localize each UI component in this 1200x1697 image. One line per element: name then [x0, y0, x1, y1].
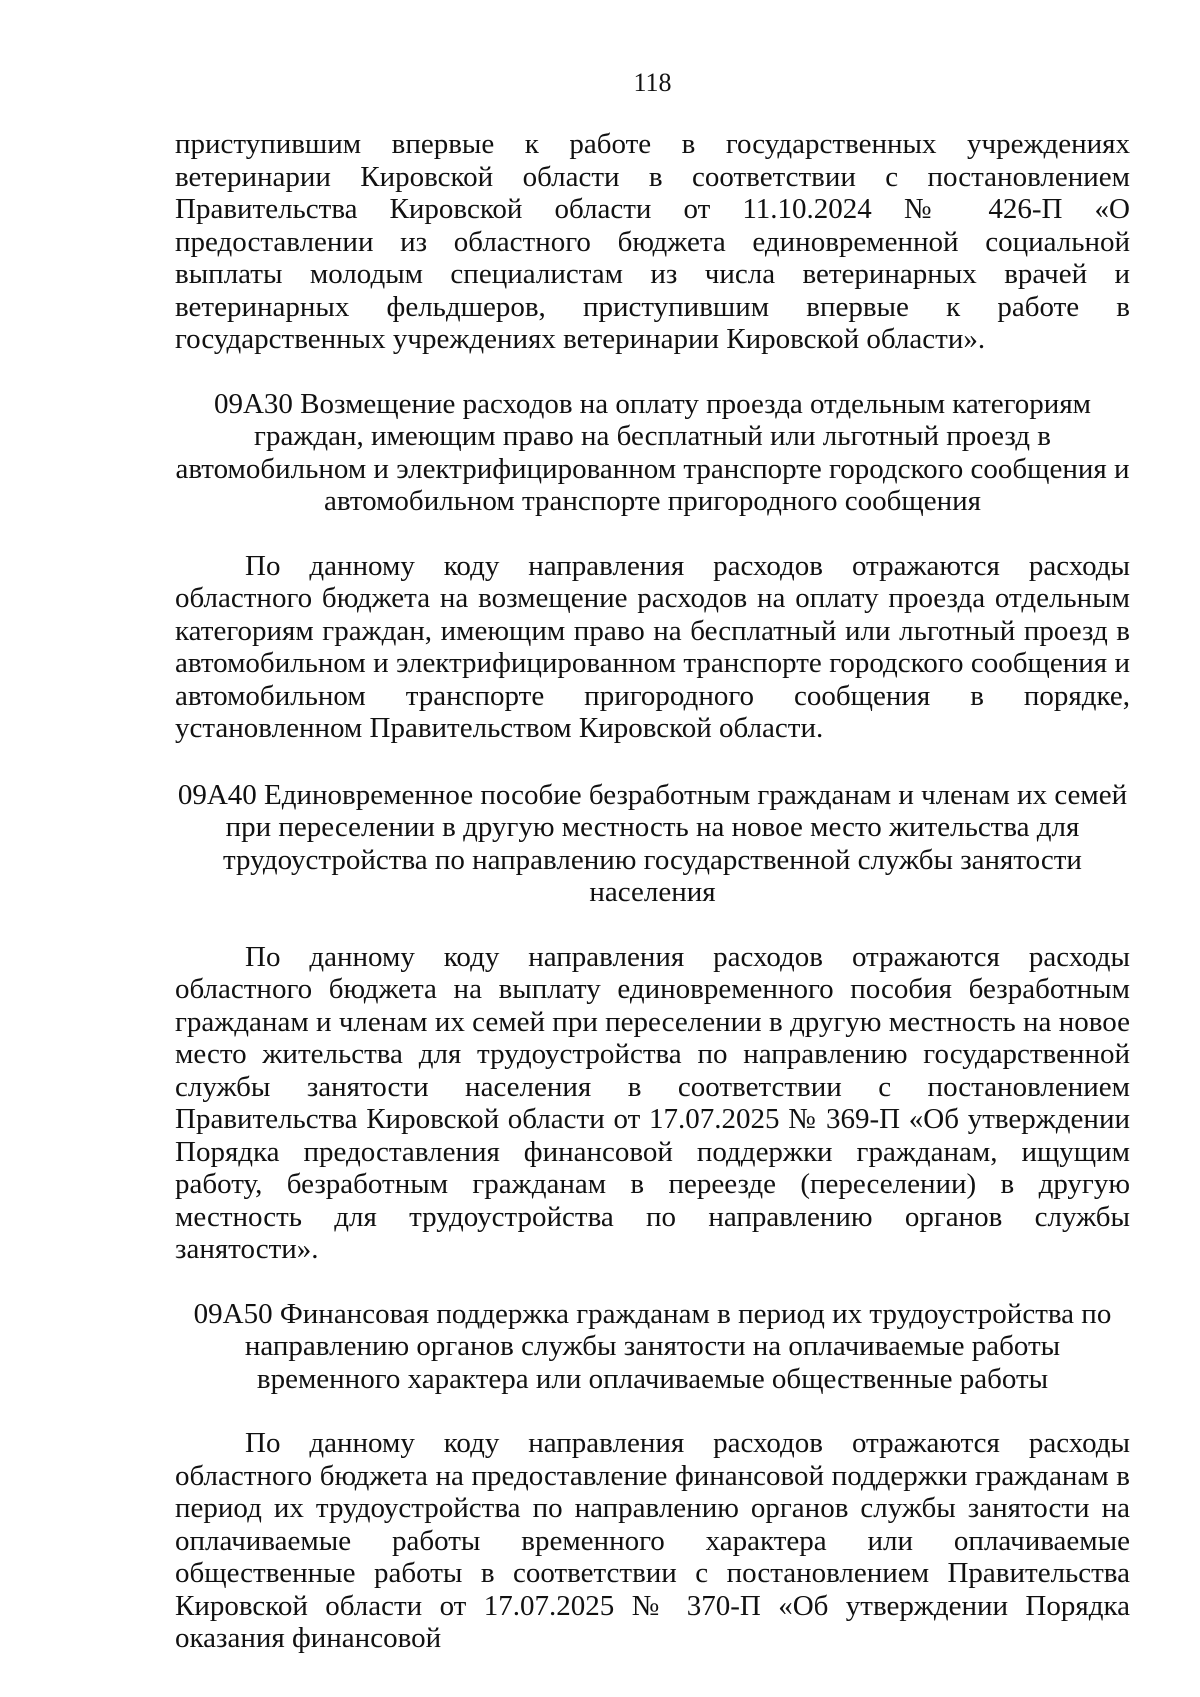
paragraph-09a40: По данному коду направления расходов отражаются расходы областного бюджета на выплату единовременного пособия безработным гражданам и членам их семей при переселении в другую местность на новое место жительства для трудоустройства по направлению государственной службы занятости населения в соответствии с постановлением Правительства Кировской области от 17.07.2025 № 369-П «Об утверждении Порядка предоставления финансовой поддержки гражданам, ищущим работу, безработным гражданам в переезде (переселении) в другую местность для трудоустройства по направлению органов службы занятости».	[175, 940, 1130, 1265]
heading-line: граждан, имеющим право на бесплатный или льготный проезд в	[254, 420, 1051, 452]
heading-line: автомобильном и электрифицированном транспорте городского сообщения и	[175, 452, 1130, 485]
heading-line: трудоустройства по направлению государственной службы занятости	[223, 843, 1082, 876]
heading-line: населения	[589, 876, 716, 908]
document-page	[175, 68, 1130, 1655]
heading-line: временного характера или оплачиваемые общественные работы	[256, 1362, 1049, 1395]
heading-line: 09А50 Финансовая поддержка гражданам в период их трудоустройства по	[193, 1297, 1112, 1330]
heading-line: 09А40 Единовременное пособие безработным гражданам и членам их семей	[177, 778, 1128, 811]
section-heading-09a30	[175, 388, 1130, 518]
section-heading-09a50	[175, 1298, 1130, 1396]
heading-line: 09А30 Возмещение расходов на оплату проезда отдельным категориям	[213, 387, 1092, 420]
paragraph-continuation: приступившим впервые к работе в государственных учреждениях ветеринарии Кировской области в соответствии с постановлением Правительства Кировской области от 11.10.2024 № 426-П «О предоставлении из областного бюджета единовременной социальной выплаты молодым специалистам из числа ветеринарных врачей и ветеринарных фельдшеров, приступившим впервые к работе в государственных учреждениях ветеринарии Кировской области».	[175, 128, 1130, 355]
page-number: 118	[633, 68, 672, 97]
paragraph-09a30: По данному коду направления расходов отражаются расходы областного бюджета на возмещение расходов на оплату проезда отдельным категориям граждан, имеющим право на бесплатный или льготный проезд в автомобильном и электрифицированном транспорте городского сообщения и автомобильном транспорте пригородного сообщения в порядке, установленном Правительством Кировской области.	[175, 549, 1130, 744]
heading-line: при переселении в другую местность на новое место жительства для	[225, 811, 1080, 843]
heading-line: направлению органов службы занятости на оплачиваемые работы	[244, 1330, 1061, 1362]
section-heading-09a40	[175, 779, 1130, 909]
heading-line: автомобильном транспорте пригородного сообщения	[324, 485, 981, 517]
paragraph-09a50: По данному коду направления расходов отражаются расходы областного бюджета на предоставление финансовой поддержки гражданам в период их трудоустройства по направлению органов службы занятости на оплачиваемые работы временного характера или оплачиваемые общественные работы в соответствии с постановлением Правительства Кировской области от 17.07.2025 № 370-П «Об утверждении Порядка оказания финансовой	[175, 1427, 1130, 1654]
